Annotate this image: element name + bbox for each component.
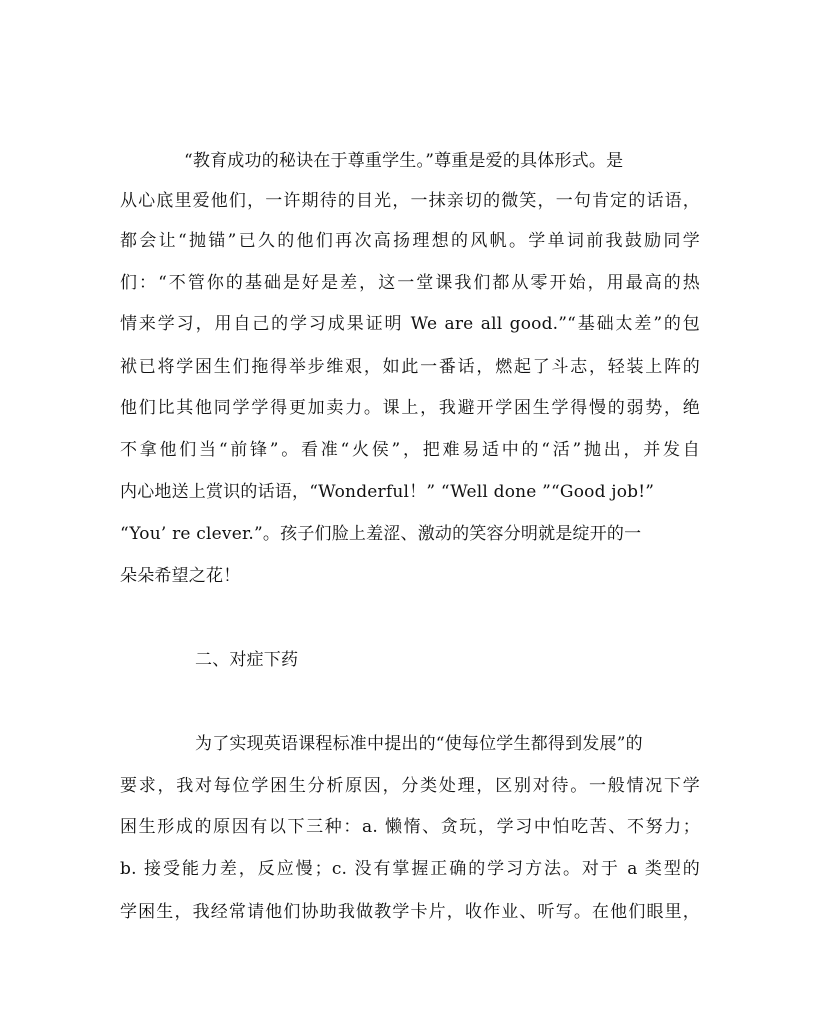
paragraph2-line-1: 为了实现英语课程标准中提出的“使每位学生都得到发展”的 bbox=[195, 734, 643, 754]
paragraph2-line-4: b. 接受能力差，反应慢；c. 没有掌握正确的学习方法。对于 a 类型的 bbox=[120, 859, 700, 879]
paragraph1-line-3: 都会让“抛锚”已久的他们再次高扬理想的风帆。学单词前我鼓励同学 bbox=[120, 231, 700, 251]
paragraph1-line-7: 他们比其他同学学得更加卖力。课上，我避开学困生学得慢的弱势，绝 bbox=[120, 398, 700, 418]
section-heading: 二、对症下药 bbox=[195, 650, 299, 670]
paragraph1-line-9: 内心地送上赏识的话语，“Wonderful！” “Well done ”“Good job!” bbox=[120, 482, 655, 502]
paragraph1-line-4: 们：“不管你的基础是好是差，这一堂课我们都从零开始，用最高的热 bbox=[120, 273, 700, 293]
paragraph1-line-1: “教育成功的秘诀在于尊重学生。”尊重是爱的具体形式。是 bbox=[184, 151, 624, 171]
paragraph1-line-6: 袱已将学困生们拖得举步维艰，如此一番话，燃起了斗志，轻装上阵的 bbox=[120, 357, 700, 377]
paragraph1-line-2: 从心底里爱他们，一许期待的目光，一抹亲切的微笑，一句肯定的话语， bbox=[120, 191, 700, 211]
paragraph2-line-3: 困生形成的原因有以下三种：a. 懒惰、贪玩，学习中怕吃苦、不努力； bbox=[120, 817, 700, 837]
paragraph1-line-10: “You’ re clever.”。孩子们脸上羞涩、激动的笑容分明就是绽开的一 bbox=[120, 524, 642, 544]
paragraph2-line-5: 学困生，我经常请他们协助我做教学卡片，收作业、听写。在他们眼里， bbox=[120, 902, 700, 922]
paragraph2-line-2: 要求，我对每位学困生分析原因，分类处理，区别对待。一般情况下学 bbox=[120, 776, 700, 796]
paragraph1-line-8: 不拿他们当“前锋”。看准“火侯”，把难易适中的“活”抛出，并发自 bbox=[120, 440, 700, 460]
paragraph1-line-5: 情来学习，用自己的学习成果证明 We are all good.”“基础太差”的包 bbox=[120, 314, 700, 334]
paragraph1-line-11: 朵朵希望之花！ bbox=[120, 566, 241, 586]
